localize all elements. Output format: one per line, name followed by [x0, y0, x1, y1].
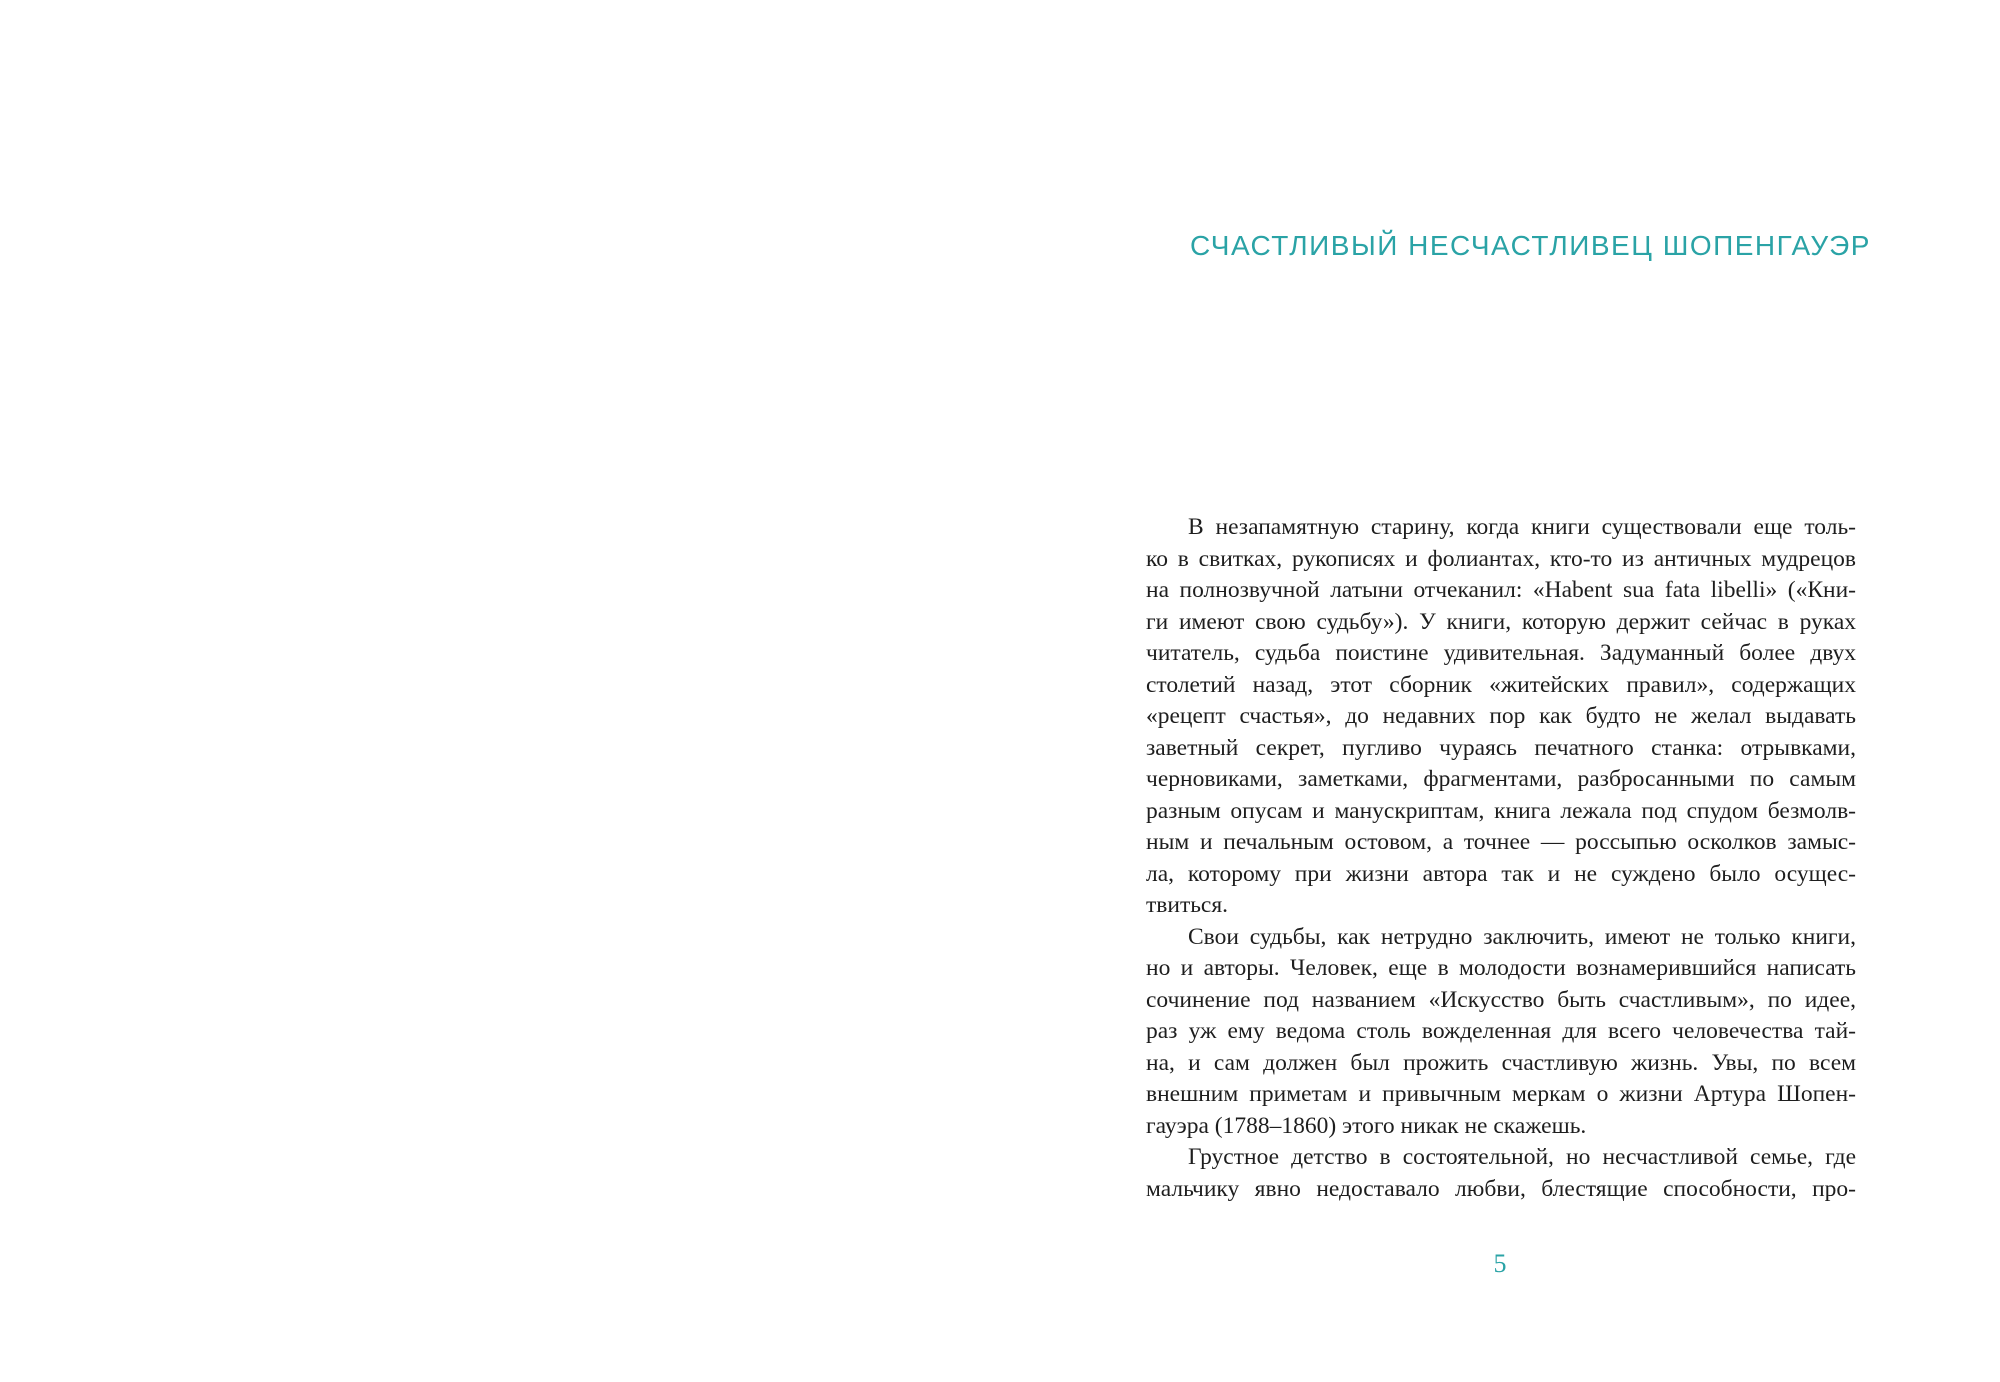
body-text: [1146, 512, 1856, 1205]
text-line: но и авторы. Человек, еще в молодости вознамерившийся написать: [1146, 955, 1856, 981]
text-line: Свои судьбы, как нетрудно заключить, имеют не только книги,: [1188, 923, 1856, 950]
text-line: черновиками, заметками, фрагментами, разбросанными по самым: [1146, 766, 1856, 792]
chapter-title: СЧАСТЛИВЫЙ НЕСЧАСТЛИВЕЦ ШОПЕНГАУЭР: [1190, 230, 1871, 261]
page-number: 5: [1493, 1249, 1507, 1278]
text-line: внешним приметам и привычным меркам о жизни Артура Шопен-: [1146, 1081, 1856, 1107]
text-line: мальчику явно недоставало любви, блестящие способности, про-: [1146, 1175, 1856, 1202]
text-line: разным опусам и манускриптам, книга лежала под спудом безмолв-: [1146, 797, 1856, 824]
text-line: заветный секрет, пугливо чураясь печатного станка: отрывками,: [1146, 734, 1856, 761]
text-line: столетий назад, этот сборник «житейских правил», содержащих: [1146, 671, 1856, 698]
right-page: [1000, 0, 2000, 1382]
text-line: твиться.: [1146, 892, 1229, 918]
text-line: сочинение под названием «Искусство быть счастливым», по идее,: [1146, 986, 1856, 1013]
text-line: ги имеют свою судьбу»). У книги, которую держит сейчас в руках: [1146, 608, 1856, 635]
text-line: читатель, судьба поистине удивительная. Задуманный более двух: [1146, 640, 1856, 666]
text-line: раз уж ему ведома столь вожделенная для всего человечества тай-: [1146, 1018, 1856, 1044]
text-line: В незапамятную старину, когда книги существовали еще толь-: [1188, 514, 1856, 540]
text-line: гауэра (1788–1860) этого никак не скажешь.: [1146, 1112, 1587, 1139]
text-line: на полнозвучной латыни отчеканил: «Habent sua fata libelli» («Кни-: [1146, 577, 1856, 603]
text-line: ко в свитках, рукописях и фолиантах, кто-то из античных мудрецов: [1146, 545, 1856, 572]
text-line: ным и печальным остовом, а точнее — россыпью осколков замыс-: [1146, 829, 1856, 855]
text-line: Грустное детство в состоятельной, но несчастливой семье, где: [1188, 1144, 1856, 1170]
text-line: «рецепт счастья», до недавних пор как будто не желал выдавать: [1146, 703, 1856, 729]
text-line: на, и сам должен был прожить счастливую жизнь. Увы, по всем: [1146, 1049, 1856, 1076]
text-line: ла, которому при жизни автора так и не суждено было осущес-: [1146, 860, 1856, 887]
